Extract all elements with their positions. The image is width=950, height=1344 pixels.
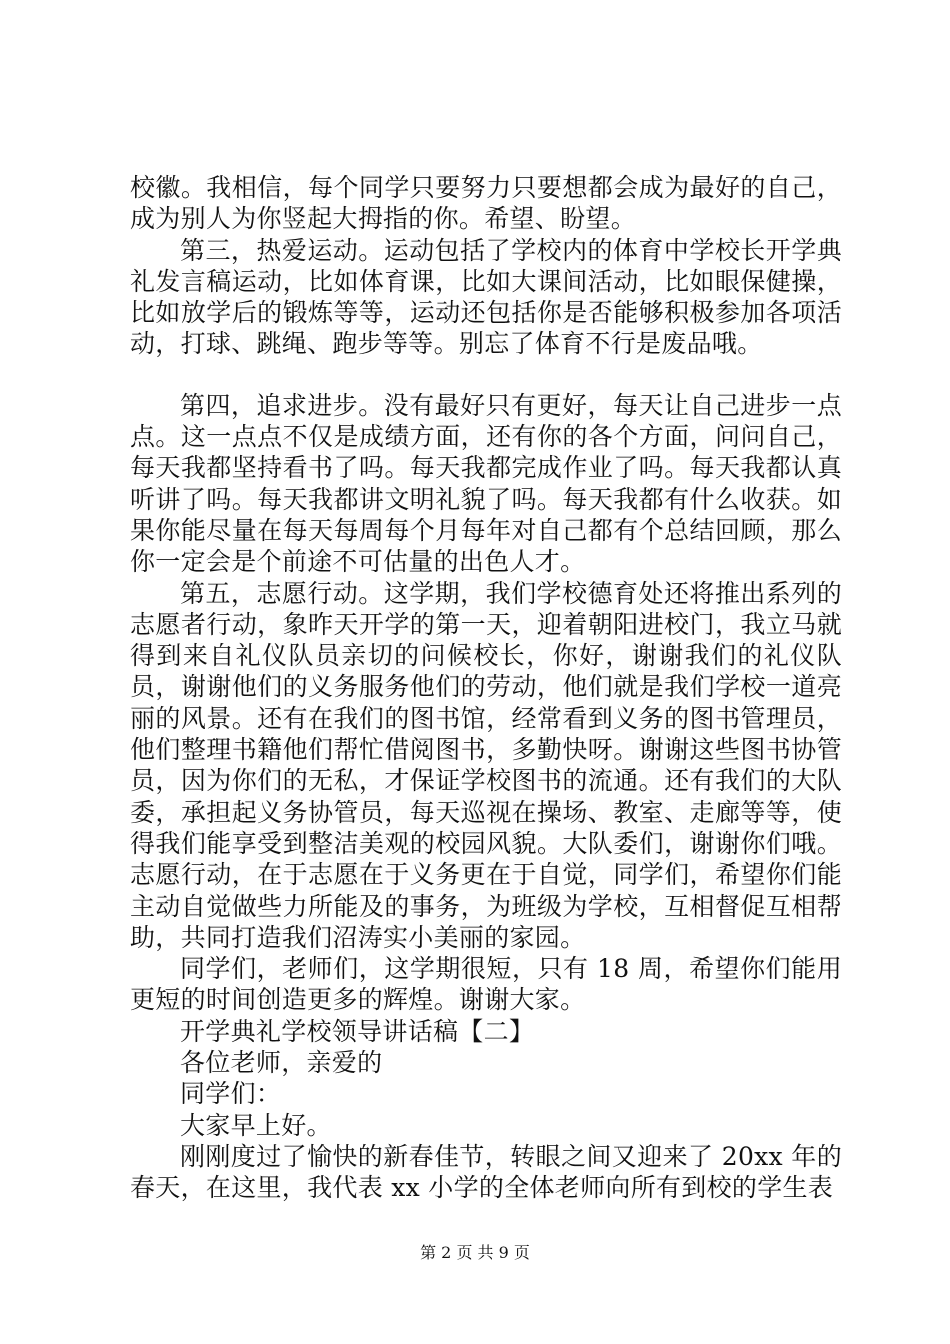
paragraph-4: 第五，志愿行动。这学期，我们学校德育处还将推出系列的志愿者行动，象昨天开学的第一天，迎着朝阳进校门，我立马就得到来自礼仪队员亲切的问候校长，你好，谢谢我们的礼仪队员，谢谢他们的义务服务他们的劳动，他们就是我们学校一道亮丽的风景。还有在我们的图书馆，经常看到义务的图书管理员，他们整理书籍他们帮忙借阅图书，多勤快呀。谢谢这些图书协管员，因为你们的无私，才保证学校图书的流通。还有我们的大队委，承担起义务协管员，每天巡视在操场、教室、走廊等等，使得我们能享受到整洁美观的校园风貌。大队委们，谢谢你们哦。志愿行动，在于志愿在于义务更在于自觉，同学们，希望你们能主动自觉做些力所能及的事务，为班级为学校，互相督促互相帮助，共同打造我们沼涛实小美丽的家园。: [130, 578, 842, 952]
greeting: 大家早上好。: [180, 1110, 332, 1140]
paragraph-2: 第三，热爱运动。运动包括了学校内的体育中学校长开学典礼发言稿运动，比如体育课，比如大课间活动，比如眼保健操，比如放学后的锻炼等等，运动还包括你是否能够积极参加各项活动，打球、跳绳、跑步等等。别忘了体育不行是废品哦。: [130, 235, 842, 359]
paragraph-5: 同学们，老师们，这学期很短，只有 18 周，希望你们能用更短的时间创造更多的辉煌。谢谢大家。: [130, 954, 842, 1015]
page-number-footer: 第 2 页 共 9 页: [420, 1243, 530, 1262]
paragraph-1: 校徽。我相信，每个同学只要努力只要想都会成为最好的自己，成为别人为你竖起大拇指的你。希望、盼望。: [130, 173, 842, 234]
salutation-line-2: 同学们：: [180, 1079, 282, 1109]
section-heading: 开学典礼学校领导讲话稿【二】: [180, 1016, 535, 1046]
salutation-line-1: 各位老师，亲爱的: [180, 1048, 383, 1078]
document-body: [130, 172, 842, 1204]
paragraph-6: 刚刚度过了愉快的新春佳节，转眼之间又迎来了 20xx 年的春天，在这里，我代表 xx 小学的全体老师向所有到校的学生表: [130, 1141, 842, 1203]
paragraph-3: 第四，追求进步。没有最好只有更好，每天让自己进步一点点。这一点点不仅是成绩方面，还有你的各个方面，问问自己，每天我都坚持看书了吗。每天我都完成作业了吗。每天我都认真听讲了吗。每天我都讲文明礼貌了吗。每天我都有什么收获。如果你能尽量在每天每周每个月每年对自己都有个总结回顾，那么你一定会是个前途不可估量的出色人才。: [130, 390, 842, 577]
